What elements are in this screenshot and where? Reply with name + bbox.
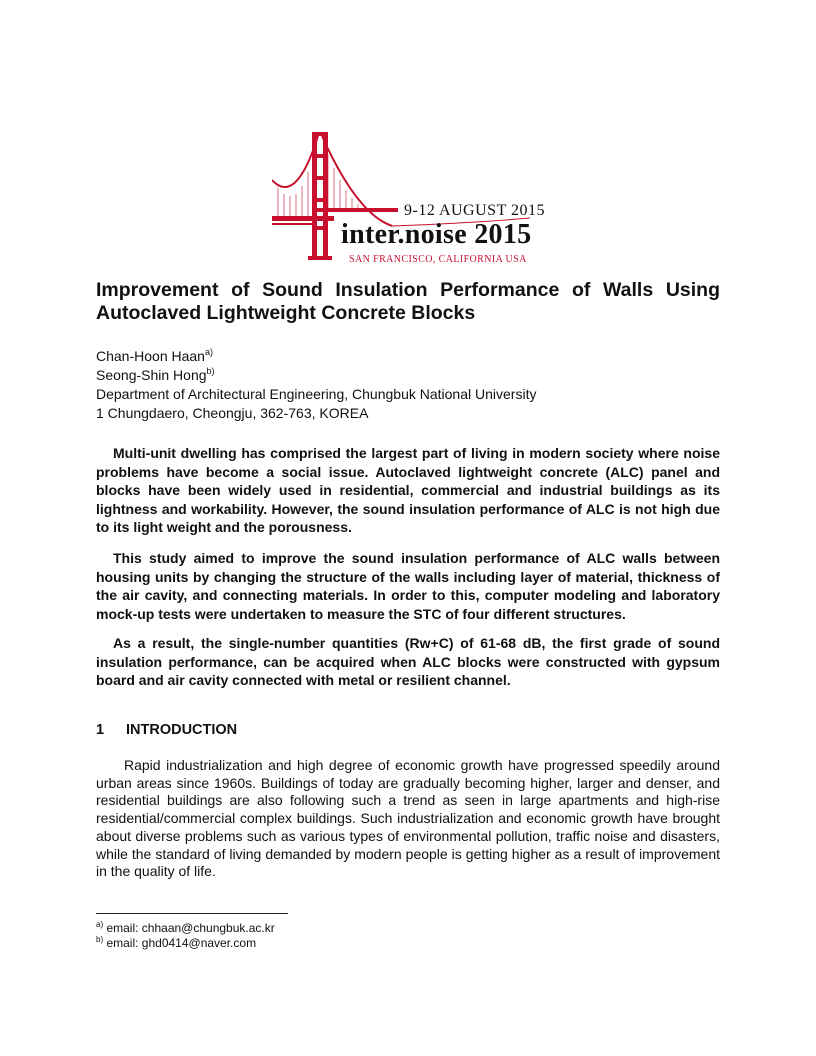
section-heading: [96, 722, 237, 738]
abstract-paragraph: As a result, the single-number quantities (Rw+C) of 61-68 dB, the first grade of sound insulation performance, can be acquired when ALC blocks were constructed with gypsum board and air cavity connected with metal or resilient channel.: [96, 635, 720, 688]
footnote-divider: [96, 913, 288, 914]
conference-location: SAN FRANCISCO, CALIFORNIA USA: [349, 254, 527, 265]
section-title: INTRODUCTION: [126, 722, 238, 738]
footnotes: [96, 921, 275, 951]
author-block: [96, 347, 536, 423]
footnote: [96, 936, 275, 951]
author-line: [96, 347, 536, 366]
author-line: [96, 366, 536, 385]
paper-title: Improvement of Sound Insulation Performance of Walls Using Autoclaved Lightweight Concrete Blocks: [96, 279, 720, 324]
footnote-text: email: chhaan@chungbuk.ac.kr: [103, 921, 275, 935]
footnote-text: email: ghd0414@naver.com: [103, 936, 257, 950]
body-paragraph: Rapid industrialization and high degree of economic growth have progressed speedily around urban areas since 1960s. Buildings of today are gradually becoming higher, larger and denser, and residential buildings are also following such a trend as seen in large apartments and high-rise residential/commercial complex buildings. Such industrialization and economic growth have brought about diverse problems such as various types of environmental pollution, traffic noise and disasters, while the standard of living demanded by modern people is getting higher as a result of improvement in the quality of life.: [96, 757, 720, 880]
affiliation: Department of Architectural Engineering, Chungbuk National University: [96, 386, 537, 402]
address: 1 Chungdaero, Cheongju, 362-763, KOREA: [96, 405, 369, 421]
conference-dates: 9-12 AUGUST 2015: [404, 202, 546, 219]
author-mark: a): [204, 347, 213, 357]
conference-name: inter.noise 2015: [341, 219, 532, 250]
author-mark: b): [206, 366, 215, 376]
footnote-mark: b): [96, 935, 104, 944]
footnote: [96, 921, 275, 936]
footnote-mark: a): [96, 920, 104, 929]
section-number: 1: [96, 722, 105, 738]
abstract-paragraph: This study aimed to improve the sound insulation performance of ALC walls between housing units by changing the structure of the walls including layer of material, thickness of the air cavity, and connecting materials. In order to this, computer modeling and laboratory mock-up tests were undertaken to measure the STC of four different structures.: [96, 550, 720, 622]
author-name: Seong-Shin Hong: [96, 367, 207, 383]
abstract-paragraph: Multi-unit dwelling has comprised the largest part of living in modern society where noise problems have become a social issue. Autoclaved lightweight concrete (ALC) panel and blocks have been widely used in residential, commercial and industrial buildings as its lightness and workability. However, the sound insulation performance of ALC is not high due to its light weight and the porousness.: [96, 445, 720, 535]
author-name: Chan-Hoon Haan: [96, 348, 205, 364]
